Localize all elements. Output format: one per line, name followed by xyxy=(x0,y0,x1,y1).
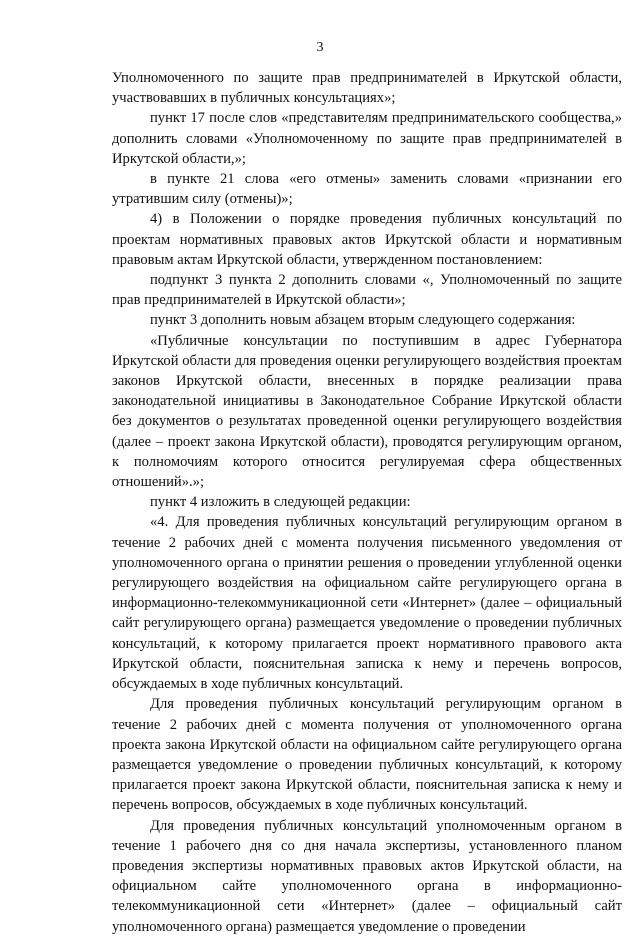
paragraph: «Публичные консультации по поступившим в адрес Губернатора Иркутской области для проведения оценки регулирующего воздействия проектам законов Иркутской области, внесенных в порядке реализации права законодательной инициативы в Законодательное Собрание Иркутской области без документов о результатах проведенной оценки регулирующего воздействия (далее – проект закона Иркутской области), проводятся регулирующим органом, к полномочиям которого относится регулируемая сфера общественных отношений».»; xyxy=(112,332,622,491)
paragraph: 4) в Положении о порядке проведения публичных консультаций по проектам нормативных правовых актов Иркутской области и нормативным правовым актам Иркутской области, утвержденном постановлением: xyxy=(112,211,622,268)
paragraph: Уполномоченного по защите прав предпринимателей в Иркутской области, участвовавших в публичных консультациях»; xyxy=(112,70,622,107)
page-number: 3 xyxy=(316,40,324,55)
paragraph: Для проведения публичных консультаций уполномоченным органом в течение 1 рабочего дня со дня начала экспертизы, установленного планом проведения экспертизы нормативных правовых актов Иркутской области, на официальном сайте уполномоченного органа в информационно-телекоммуникационной сети «Интернет» (далее – официальный сайт уполномоченного органа) размещается уведомление о проведении xyxy=(112,817,622,935)
paragraph: пункт 17 после слов «представителям предпринимательского сообщества,» дополнить словами «Уполномоченному по защите прав предпринимателей в Иркутской области,»; xyxy=(112,110,622,167)
paragraph: Для проведения публичных консультаций регулирующим органом в течение 2 рабочих дней с момента получения от уполномоченного органа проекта закона Иркутской области на официальном сайте регулирующего органа размещается уведомление о проведении публичных консультаций, к которому прилагается проект закона Иркутской области, пояснительная записка к нему и перечень вопросов, обсуждаемых в ходе публичных консультаций. xyxy=(112,696,622,814)
document-body xyxy=(112,68,622,937)
paragraph: подпункт 3 пункта 2 дополнить словами «, Уполномоченный по защите прав предпринимателей в Иркутской области»; xyxy=(112,272,622,309)
paragraph: в пункте 21 слова «его отмены» заменить словами «признании его утратившим силу (отмены)»; xyxy=(112,171,622,208)
paragraph: пункт 3 дополнить новым абзацем вторым следующего содержания: xyxy=(150,312,576,329)
paragraph: пункт 4 изложить в следующей редакции: xyxy=(150,494,411,511)
paragraph: «4. Для проведения публичных консультаций регулирующим органом в течение 2 рабочих дней с момента получения письменного уведомления от уполномоченного органа о принятии решения о проведении углубленной оценки регулирующего воздействия на официальном сайте регулирующего органа в информационно-телекоммуникационной сети «Интернет» (далее – официальный сайт регулирующего органа) размещается уведомление о проведении публичных консультаций, к которому прилагается проект нормативного правового акта Иркутской области, пояснительная записка к нему и перечень вопросов, обсуждаемых в ходе публичных консультаций. xyxy=(112,514,622,693)
